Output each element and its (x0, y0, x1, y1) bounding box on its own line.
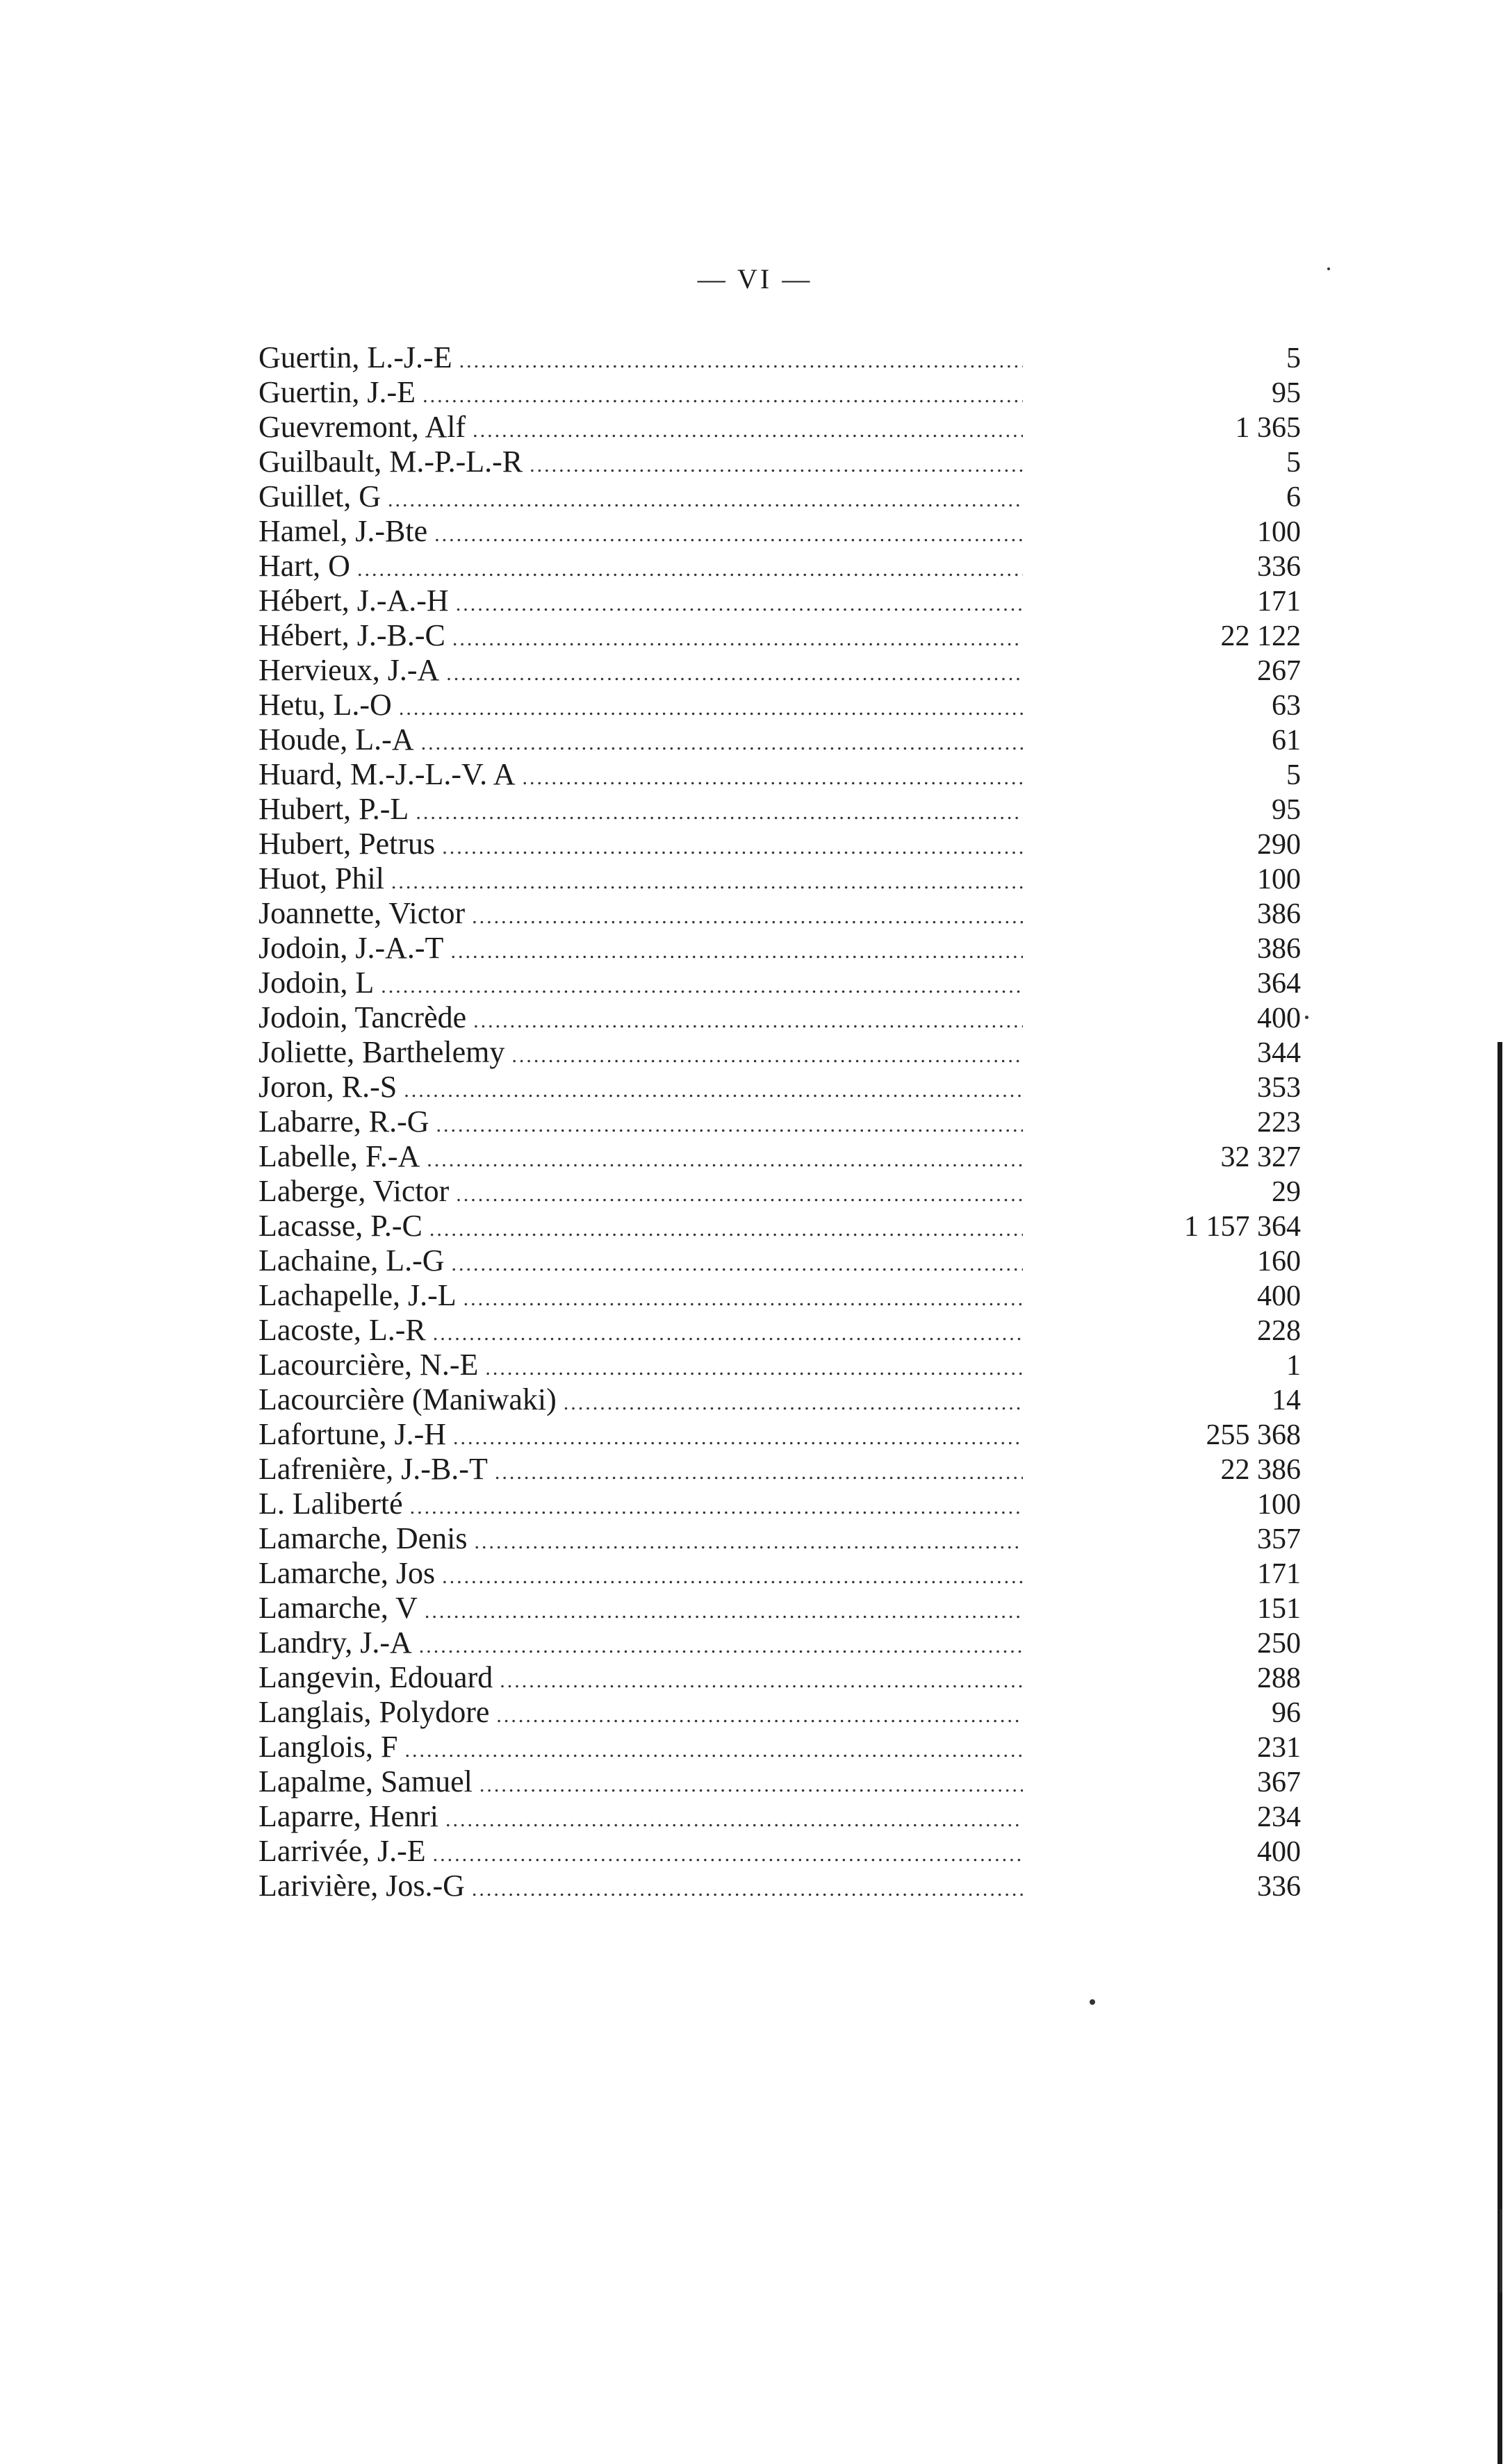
entry-name: Houde, L.-A (258, 722, 414, 756)
dot-leader (472, 1872, 1023, 1907)
entry-page-reference: 336 (1257, 551, 1301, 583)
entry-page-reference: 344 (1257, 1037, 1301, 1069)
entry-name: Lacasse, P.-C (258, 1209, 422, 1243)
dot-leader (433, 1837, 1023, 1872)
entry-name: Hébert, J.-B.-C (258, 618, 445, 652)
entry-page-reference: 1 365 (1235, 412, 1301, 444)
dot-leader (523, 761, 1024, 795)
index-entry (258, 757, 1301, 792)
index-entry (258, 1348, 1301, 1382)
entry-name: Laberge, Victor (258, 1174, 450, 1208)
dot-leader (452, 622, 1023, 656)
entry-name: Jodoin, L (258, 966, 375, 1000)
entry-name: Hubert, P.-L (258, 792, 409, 826)
dot-leader (404, 1733, 1023, 1768)
dot-leader (500, 1664, 1023, 1698)
entry-name: Huot, Phil (258, 861, 384, 895)
dot-leader (381, 969, 1023, 1004)
index-entry (258, 966, 1301, 1000)
entry-name: Lapalme, Samuel (258, 1764, 473, 1799)
entry-page-reference: 400 (1257, 1836, 1301, 1868)
entry-page-reference: 29 (1272, 1176, 1301, 1208)
entry-page-reference: 22 122 (1220, 620, 1301, 652)
dot-leader (463, 1282, 1023, 1316)
entry-name: Lafortune, J.-H (258, 1417, 447, 1451)
entry-name: Landry, J.-A (258, 1626, 412, 1660)
entry-name: Hetu, L.-O (258, 688, 392, 722)
entry-name: Labelle, F.-A (258, 1139, 420, 1173)
dot-leader (442, 830, 1023, 865)
index-entry (258, 1035, 1301, 1070)
entry-page-reference: 5 (1286, 342, 1301, 374)
entry-name: Lamarche, Jos (258, 1556, 436, 1590)
dot-leader (456, 1177, 1023, 1212)
dot-leader (459, 344, 1023, 379)
dot-leader (391, 865, 1023, 900)
entry-name: Hamel, J.-Bte (258, 514, 428, 548)
index-entry (258, 1521, 1301, 1556)
dot-leader (472, 900, 1023, 934)
entry-page-reference: 386 (1257, 898, 1301, 930)
entry-page-reference: 100 (1257, 863, 1301, 895)
dot-leader (473, 1004, 1023, 1039)
index-entry (258, 514, 1301, 549)
entry-page-reference: 151 (1257, 1593, 1301, 1625)
index-entry (258, 861, 1301, 896)
index-entry (258, 1799, 1301, 1834)
index-entry (258, 1000, 1301, 1035)
entry-page-reference: 223 (1257, 1107, 1301, 1139)
entry-name: Lachapelle, J.-L (258, 1278, 457, 1312)
entry-name: Laparre, Henri (258, 1799, 438, 1833)
dot-leader (442, 1560, 1023, 1594)
entry-name: Hubert, Petrus (258, 827, 436, 861)
dot-leader (357, 552, 1023, 587)
margin-speck (1305, 1016, 1308, 1019)
index-entry (258, 827, 1301, 861)
index-entry (258, 1209, 1301, 1243)
entry-page-reference: 14 (1272, 1384, 1301, 1416)
dot-leader (456, 587, 1023, 622)
index-entry (258, 549, 1301, 584)
dot-leader (479, 1768, 1023, 1803)
index-entry (258, 375, 1301, 410)
index-entry (258, 1591, 1301, 1626)
entry-name: Labarre, R.-G (258, 1105, 429, 1139)
entry-page-reference: 357 (1257, 1523, 1301, 1555)
index-entry (258, 792, 1301, 827)
entry-name: L. Laliberté (258, 1487, 403, 1521)
dot-leader (421, 726, 1023, 761)
entry-page-reference: 288 (1257, 1662, 1301, 1694)
index-entry (258, 1417, 1301, 1452)
index-entry (258, 1834, 1301, 1869)
index-entry (258, 1764, 1301, 1799)
dot-leader (419, 1629, 1023, 1664)
entry-page-reference: 95 (1272, 794, 1301, 826)
entry-name: Lacourcière (Maniwaki) (258, 1382, 557, 1416)
index-entry (258, 1487, 1301, 1521)
margin-speck (1090, 1999, 1095, 2005)
dot-leader (530, 448, 1023, 483)
entry-page-reference: 22 386 (1220, 1454, 1301, 1486)
index-entry (258, 1313, 1301, 1348)
entry-name: Lafrenière, J.-B.-T (258, 1452, 488, 1486)
entry-page-reference: 353 (1257, 1072, 1301, 1104)
entry-name: Guertin, L.-J.-E (258, 340, 452, 374)
margin-speck (1327, 267, 1330, 270)
entry-page-reference: 400 (1257, 1280, 1301, 1312)
entry-name: Joliette, Barthelemy (258, 1035, 505, 1069)
index-entry (258, 1139, 1301, 1174)
index-entry (258, 1452, 1301, 1487)
entry-page-reference: 171 (1257, 586, 1301, 618)
entry-name: Joron, R.-S (258, 1070, 397, 1104)
entry-page-reference: 1 157 364 (1184, 1211, 1301, 1243)
entry-page-reference: 231 (1257, 1732, 1301, 1764)
entry-page-reference: 267 (1257, 655, 1301, 687)
index-entries-list (258, 340, 1301, 1903)
index-entry (258, 340, 1301, 375)
index-entry (258, 584, 1301, 618)
index-entry (258, 1278, 1301, 1313)
dot-leader (427, 1143, 1023, 1177)
index-entry (258, 1070, 1301, 1105)
entry-name: Lamarche, Denis (258, 1521, 468, 1555)
dot-leader (416, 795, 1023, 830)
entry-page-reference: 6 (1286, 481, 1301, 513)
entry-page-reference: 63 (1272, 690, 1301, 722)
entry-page-reference: 100 (1257, 1489, 1301, 1521)
index-entry (258, 1869, 1301, 1903)
dot-leader (399, 691, 1023, 726)
dot-leader (422, 379, 1023, 413)
entry-name: Lachaine, L.-G (258, 1243, 445, 1278)
entry-name: Guilbault, M.-P.-L.-R (258, 445, 523, 479)
index-entry (258, 1174, 1301, 1209)
index-entry (258, 1556, 1301, 1591)
dot-leader (452, 1247, 1023, 1282)
entry-page-reference: 364 (1257, 968, 1301, 1000)
dot-leader (425, 1594, 1023, 1629)
entry-page-reference: 1 (1286, 1350, 1301, 1382)
entry-page-reference: 336 (1257, 1871, 1301, 1903)
dot-leader (446, 656, 1023, 691)
entry-page-reference: 400 (1257, 1002, 1301, 1034)
entry-name: Hébert, J.-A.-H (258, 584, 449, 618)
entry-name: Langlais, Polydore (258, 1695, 490, 1729)
entry-page-reference: 255 368 (1206, 1419, 1301, 1451)
entry-name: Joannette, Victor (258, 896, 466, 930)
entry-name: Langlois, F (258, 1730, 398, 1764)
entry-name: Larrivée, J.-E (258, 1834, 426, 1868)
dot-leader (410, 1490, 1023, 1525)
entry-page-reference: 234 (1257, 1801, 1301, 1833)
dot-leader (564, 1386, 1023, 1421)
entry-page-reference: 386 (1257, 933, 1301, 965)
entry-name: Larivière, Jos.-G (258, 1869, 465, 1903)
index-entry (258, 653, 1301, 688)
entry-page-reference: 171 (1257, 1558, 1301, 1590)
entry-page-reference: 290 (1257, 829, 1301, 861)
index-entry (258, 1660, 1301, 1695)
entry-page-reference: 160 (1257, 1246, 1301, 1278)
index-entry (258, 479, 1301, 514)
entry-name: Jodoin, Tancrède (258, 1000, 467, 1034)
entry-page-reference: 32 327 (1220, 1141, 1301, 1173)
entry-name: Guillet, G (258, 479, 381, 513)
dot-leader (450, 934, 1023, 969)
index-entry (258, 1243, 1301, 1278)
dot-leader (475, 1525, 1023, 1560)
index-entry (258, 722, 1301, 757)
entry-name: Lamarche, V (258, 1591, 418, 1625)
entry-page-reference: 96 (1272, 1697, 1301, 1729)
entry-page-reference: 100 (1257, 516, 1301, 548)
page-edge-shadow (1500, 2209, 1502, 2292)
dot-leader (436, 1108, 1023, 1143)
entry-name: Guevremont, Alf (258, 410, 466, 444)
dot-leader (485, 1351, 1023, 1386)
index-entry (258, 931, 1301, 966)
index-entry (258, 1105, 1301, 1139)
dot-leader (511, 1039, 1023, 1073)
entry-page-reference: 250 (1257, 1628, 1301, 1660)
index-entry (258, 1382, 1301, 1417)
entry-name: Huard, M.-J.-L.-V. A (258, 757, 516, 791)
entry-page-reference: 95 (1272, 377, 1301, 409)
dot-leader (388, 483, 1023, 518)
entry-page-reference: 5 (1286, 447, 1301, 479)
entry-page-reference: 367 (1257, 1767, 1301, 1799)
entry-name: Hervieux, J.-A (258, 653, 440, 687)
entry-name: Lacourcière, N.-E (258, 1348, 479, 1382)
entry-name: Lacoste, L.-R (258, 1313, 426, 1347)
dot-leader (495, 1455, 1023, 1490)
index-entry (258, 410, 1301, 445)
index-entry (258, 445, 1301, 479)
index-entry (258, 1626, 1301, 1660)
dot-leader (453, 1421, 1023, 1455)
entry-name: Hart, O (258, 549, 350, 583)
dot-leader (445, 1803, 1023, 1837)
dot-leader (404, 1073, 1023, 1108)
entry-page-reference: 228 (1257, 1315, 1301, 1347)
entry-name: Langevin, Edouard (258, 1660, 493, 1694)
index-entry (258, 896, 1301, 931)
dot-leader (433, 1316, 1023, 1351)
dot-leader (429, 1212, 1023, 1247)
page-number-header: — VI — (697, 263, 813, 295)
entry-name: Jodoin, J.-A.-T (258, 931, 444, 965)
dot-leader (496, 1698, 1023, 1733)
dot-leader (473, 413, 1023, 448)
index-entry (258, 688, 1301, 722)
entry-name: Guertin, J.-E (258, 375, 416, 409)
dot-leader (434, 518, 1023, 552)
index-entry (258, 618, 1301, 653)
entry-page-reference: 61 (1272, 725, 1301, 756)
entry-page-reference: 5 (1286, 759, 1301, 791)
index-entry (258, 1730, 1301, 1764)
index-entry (258, 1695, 1301, 1730)
